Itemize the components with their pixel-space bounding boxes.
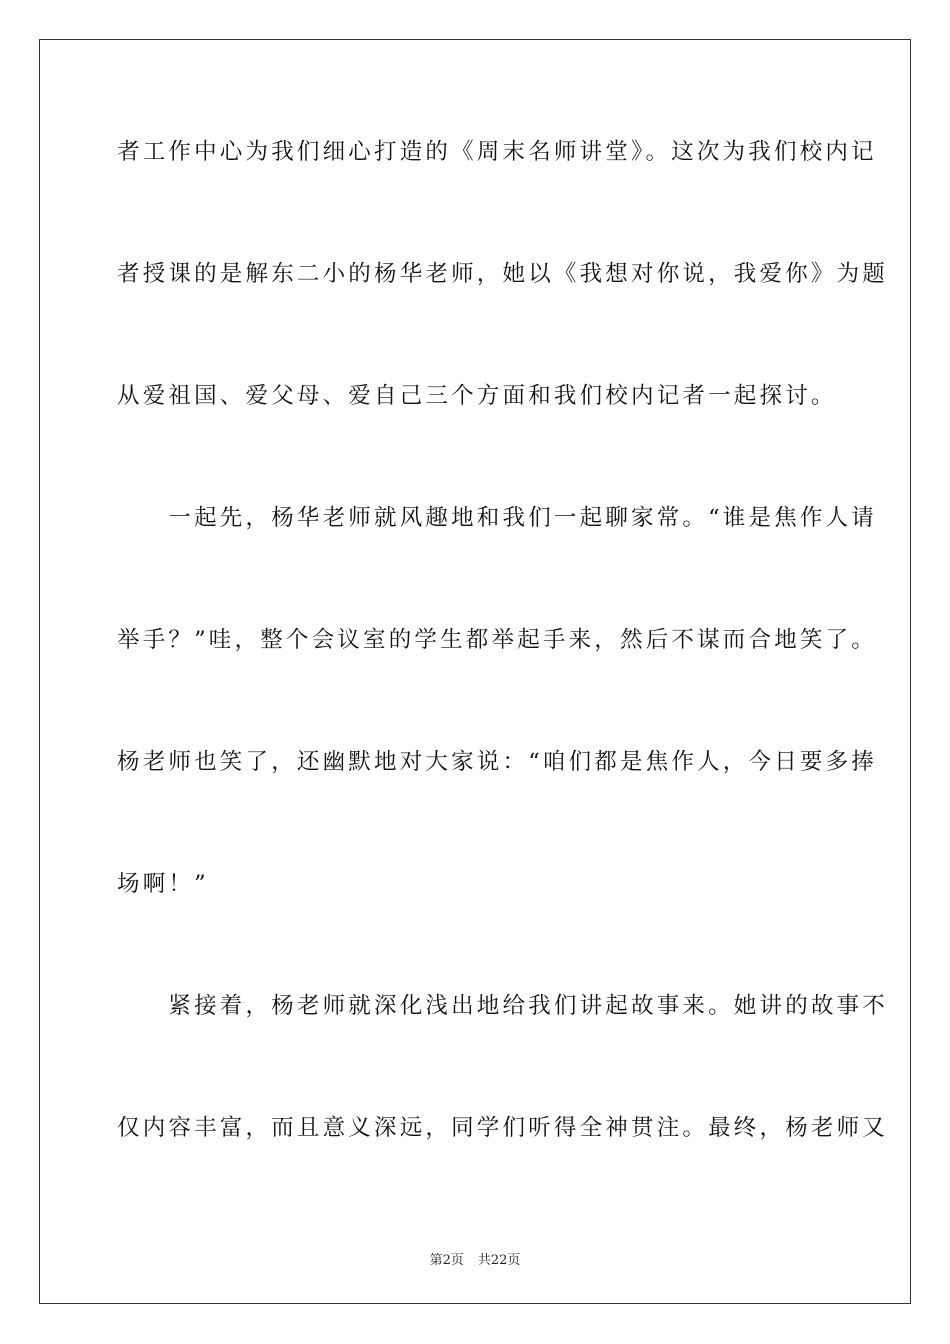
page-footer — [0, 1249, 950, 1268]
text-line: 场啊！” — [117, 871, 209, 897]
text-line: 者授课的是解东二小的杨华老师，她以《我想对你说，我爱你》为题 — [117, 261, 889, 287]
text-line: 举手？”哇，整个会议室的学生都举起手来，然后不谋而合地笑了。 — [117, 627, 878, 653]
text-line: 者工作中心为我们细心打造的《周末名师讲堂》。这次为我们校内记 — [117, 139, 877, 165]
page-total: 共22页 — [477, 1253, 521, 1268]
text-line: 紧接着，杨老师就深化浅出地给我们讲起故事来。她讲的故事不 — [117, 993, 889, 1019]
text-line: 从爱祖国、爱父母、爱自己三个方面和我们校内记者一起探讨。 — [117, 383, 837, 409]
page-number: 第2页 — [429, 1253, 464, 1268]
text-line: 仅内容丰富，而且意义深远，同学们听得全神贯注。最终，杨老师又 — [117, 1115, 889, 1141]
text-line: 杨老师也笑了，还幽默地对大家说：“咱们都是焦作人，今日要多捧 — [117, 749, 878, 775]
text-line: 一起先，杨华老师就风趣地和我们一起聊家常。“谁是焦作人请 — [117, 505, 878, 531]
